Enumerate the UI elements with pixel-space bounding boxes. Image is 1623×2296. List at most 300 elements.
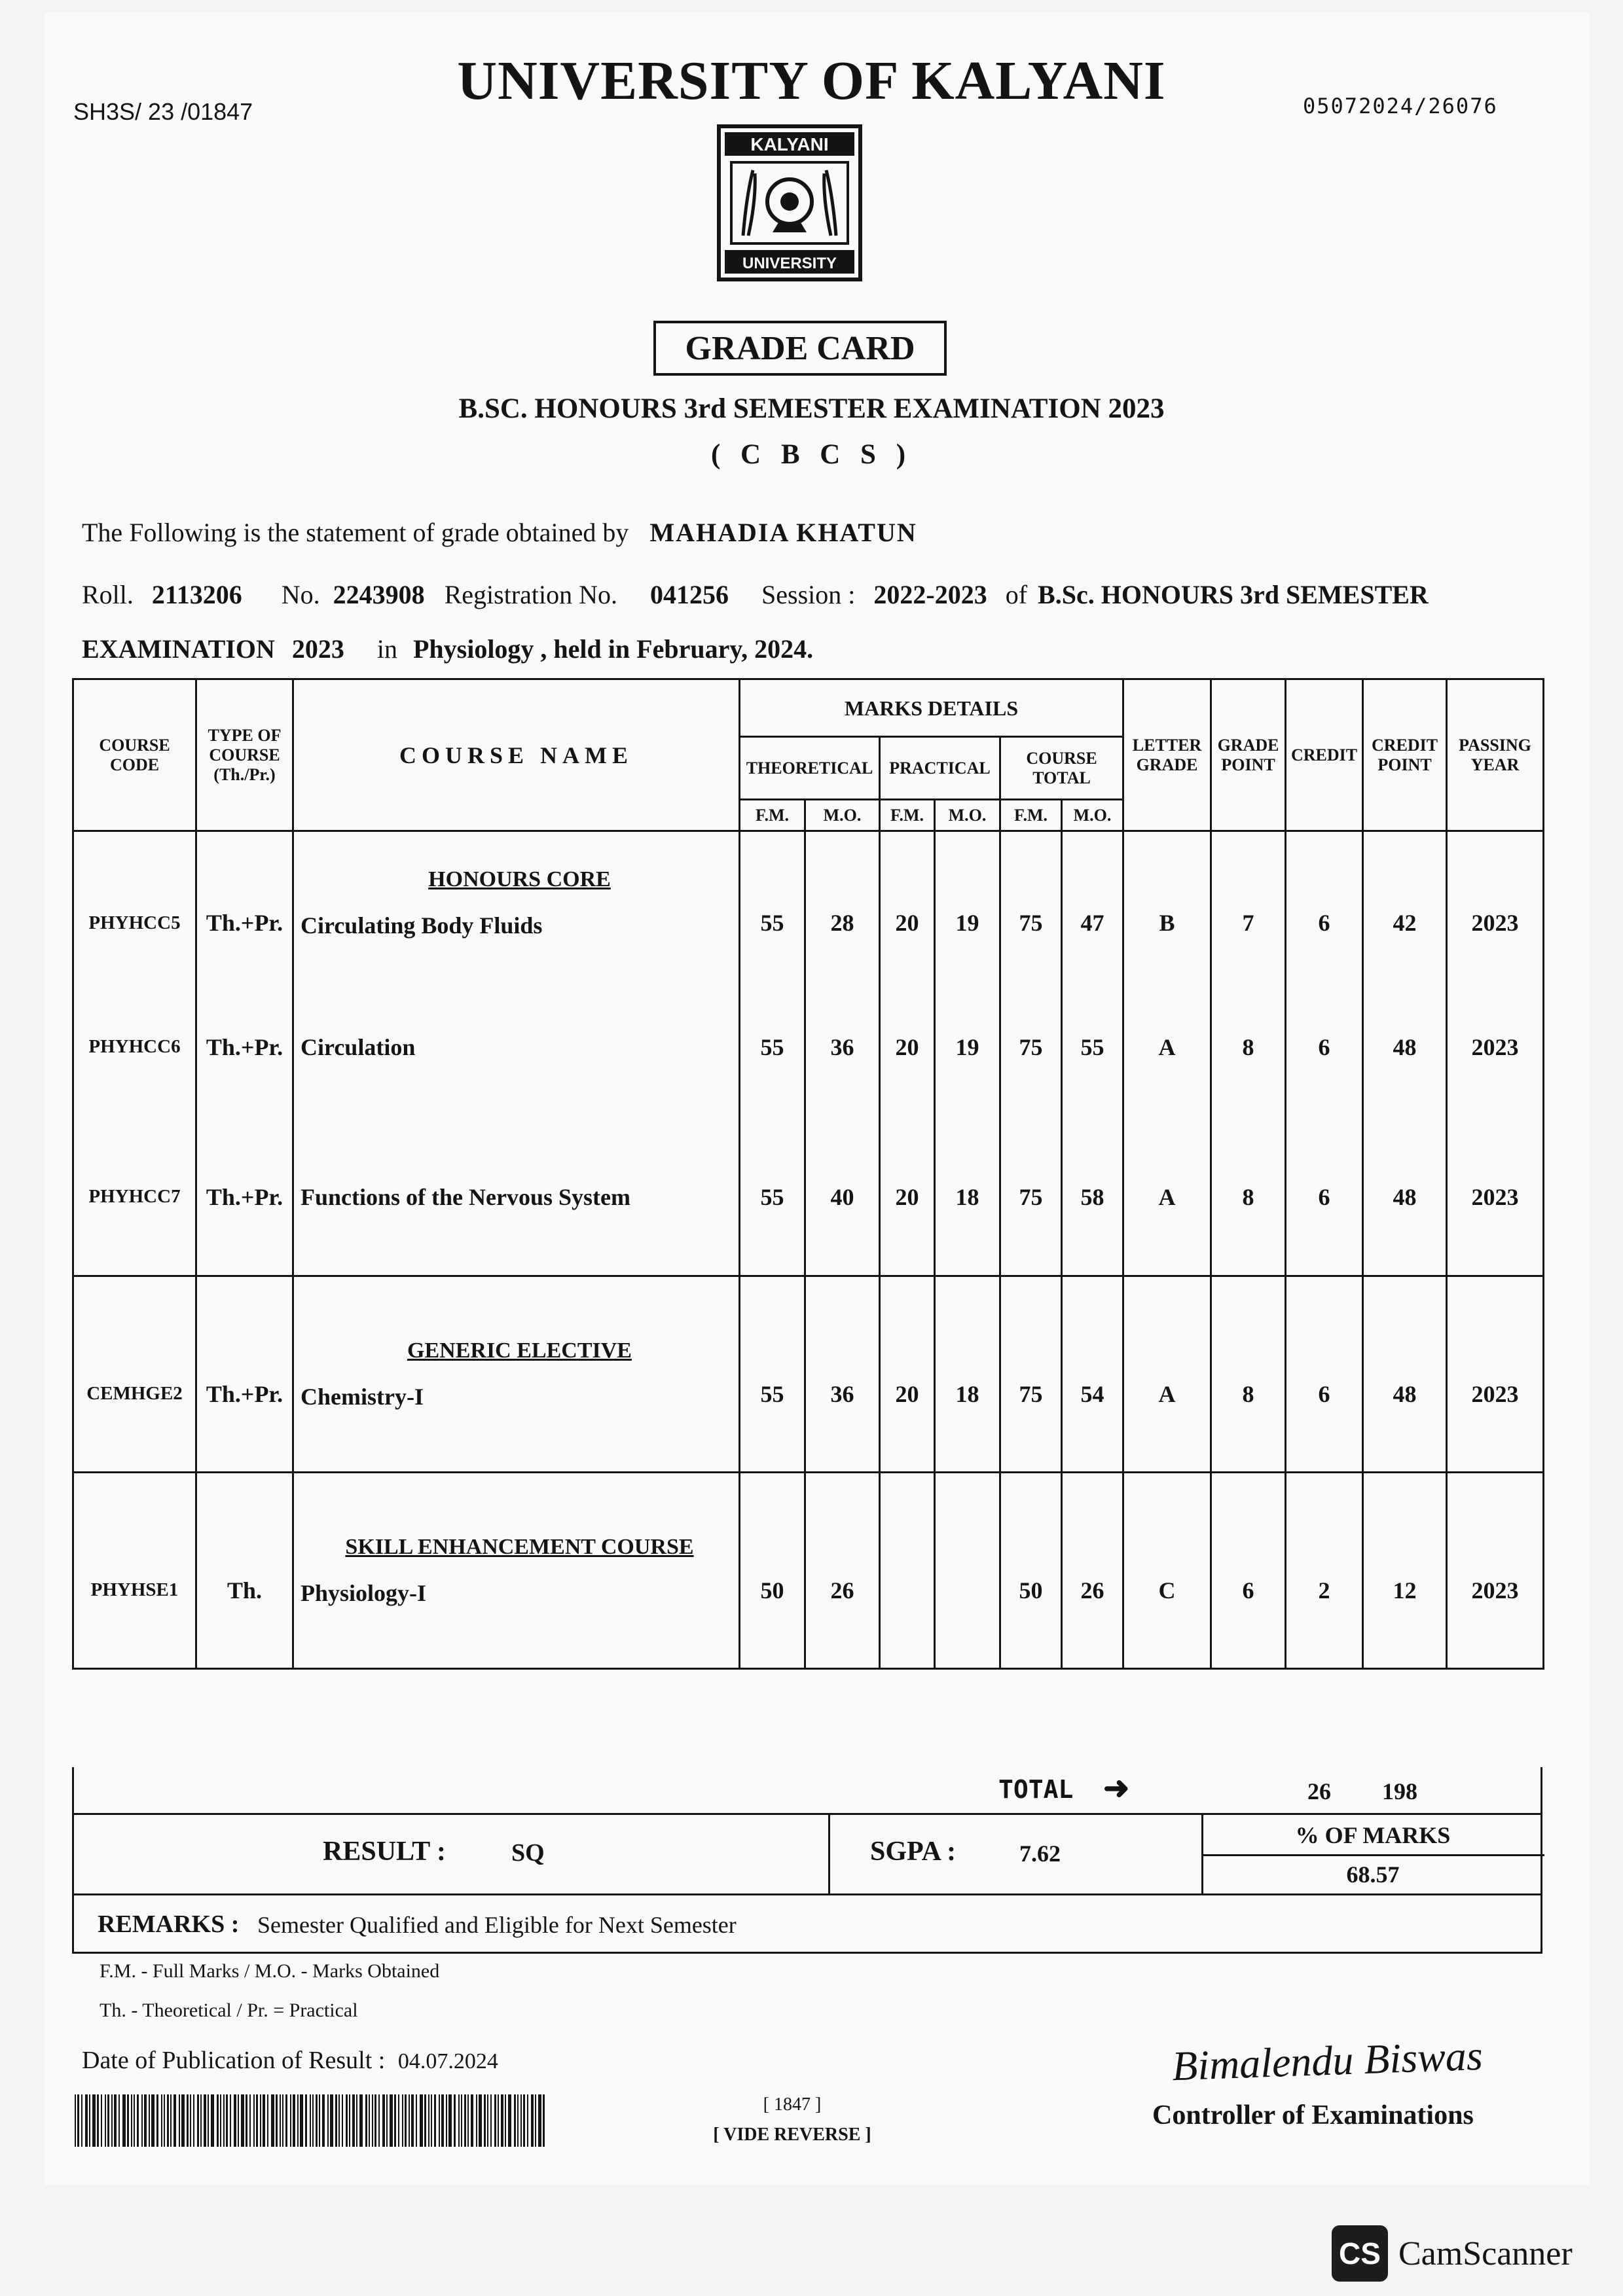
barcode-bar bbox=[300, 2094, 303, 2147]
cell-gp bbox=[1211, 831, 1286, 975]
barcode-bar bbox=[97, 2094, 99, 2147]
header-course-name: COURSE NAME bbox=[293, 679, 740, 831]
cell-gp-text: 6 bbox=[1242, 1577, 1254, 1604]
cell-th-fm-text: 50 bbox=[760, 1577, 784, 1604]
cell-tot-mo-text: 55 bbox=[1080, 1033, 1104, 1060]
barcode-bar bbox=[173, 2094, 176, 2147]
publication-date-value: 04.07.2024 bbox=[397, 2049, 498, 2073]
barcode-bar bbox=[280, 2094, 281, 2147]
barcode-bar bbox=[441, 2094, 444, 2147]
cell-th-mo-text: 40 bbox=[830, 1183, 854, 1210]
statement-line-2 bbox=[82, 579, 1429, 610]
barcode-bar bbox=[386, 2094, 388, 2147]
cell-credit bbox=[1286, 1276, 1363, 1473]
barcode-bar bbox=[514, 2094, 516, 2147]
barcode-bar bbox=[220, 2094, 221, 2147]
cell-credit-text: 6 bbox=[1318, 1380, 1330, 1407]
cell-year bbox=[1447, 1276, 1544, 1473]
header-row-1 bbox=[73, 679, 1544, 737]
reference-number-left: SH3S/ 23 /01847 bbox=[73, 98, 253, 125]
registration-label: Registration No. bbox=[444, 580, 618, 609]
barcode-bar bbox=[211, 2094, 214, 2147]
barcode-bar bbox=[458, 2094, 460, 2147]
cell-credit bbox=[1286, 831, 1363, 975]
barcode-bar bbox=[267, 2094, 268, 2147]
cell-pr-fm-text: 20 bbox=[895, 1183, 919, 1210]
course-code-cell bbox=[73, 1119, 196, 1276]
roll-number: 2113206 bbox=[151, 580, 242, 609]
barcode-bar bbox=[187, 2094, 189, 2147]
serial-number: [ 1847 ] bbox=[763, 2094, 822, 2115]
table-row bbox=[73, 1276, 1544, 1473]
statement-line-3 bbox=[82, 634, 813, 664]
barcode-bar bbox=[359, 2094, 363, 2147]
barcode-bar bbox=[464, 2094, 466, 2147]
course-code-cell bbox=[73, 831, 196, 975]
cell-year-text: 2023 bbox=[1471, 1183, 1519, 1210]
cell-credit-text: 2 bbox=[1318, 1577, 1330, 1604]
barcode-bar bbox=[527, 2094, 528, 2147]
barcode-bar bbox=[114, 2094, 117, 2147]
barcode-bar bbox=[378, 2094, 380, 2147]
session-label: Session : bbox=[761, 580, 856, 609]
barcode-bar bbox=[411, 2094, 414, 2147]
cell-tot-fm-text: 75 bbox=[1019, 1380, 1043, 1407]
barcode-bar bbox=[382, 2094, 385, 2147]
barcode-bar bbox=[409, 2094, 410, 2147]
cell-year-text: 2023 bbox=[1471, 910, 1519, 937]
barcode-bar bbox=[179, 2094, 180, 2147]
cell-tot-mo bbox=[1062, 975, 1123, 1119]
barcode-bar bbox=[230, 2094, 231, 2147]
program-name: B.Sc. HONOURS 3rd SEMESTER bbox=[1038, 580, 1429, 609]
cell-tot-fm-text: 50 bbox=[1019, 1577, 1043, 1604]
cell-pr-fm-text: 20 bbox=[895, 910, 919, 937]
course-type-cell-text: Th.+Pr. bbox=[206, 1033, 283, 1060]
summary-block bbox=[72, 1767, 1542, 1954]
course-name-cell bbox=[293, 975, 740, 1119]
barcode-bar bbox=[253, 2094, 255, 2147]
course-code-cell-text: PHYHCC6 bbox=[88, 1036, 181, 1057]
barcode-bar bbox=[167, 2094, 169, 2147]
cell-th-fm bbox=[740, 1473, 805, 1669]
barcode-bar bbox=[263, 2094, 265, 2147]
barcode-bar bbox=[156, 2094, 158, 2147]
barcode-bar bbox=[490, 2094, 492, 2147]
barcode-bar bbox=[170, 2094, 172, 2147]
barcode-bar bbox=[501, 2094, 503, 2147]
cell-grade-text: A bbox=[1158, 1033, 1176, 1060]
barcode-bar bbox=[479, 2094, 482, 2147]
section-title: GENERIC ELECTIVE bbox=[407, 1338, 632, 1363]
result-label: RESULT : bbox=[323, 1837, 446, 1867]
barcode-bar bbox=[297, 2094, 299, 2147]
roll-label: Roll. bbox=[82, 580, 134, 609]
barcode-bar bbox=[416, 2094, 417, 2147]
legend-marks: F.M. - Full Marks / M.O. - Marks Obtained bbox=[100, 1960, 440, 1982]
total-credit: 26 bbox=[1307, 1778, 1331, 1804]
header-credit-point: CREDIT POINT bbox=[1363, 679, 1447, 831]
cell-th-mo bbox=[805, 975, 880, 1119]
cell-pr-mo bbox=[935, 975, 1000, 1119]
cell-pr-mo-text: 18 bbox=[955, 1183, 979, 1210]
cell-tot-mo bbox=[1062, 1276, 1123, 1473]
cell-tot-fm-text: 75 bbox=[1019, 1033, 1043, 1060]
statement-line-1 bbox=[82, 517, 917, 548]
barcode-bar bbox=[461, 2094, 462, 2147]
course-code-cell bbox=[73, 975, 196, 1119]
barcode-bar bbox=[77, 2094, 79, 2147]
header-tot-mo: M.O. bbox=[1062, 800, 1123, 831]
cell-cp-text: 42 bbox=[1393, 910, 1417, 937]
number-value: 2243908 bbox=[333, 580, 425, 609]
course-rows bbox=[73, 831, 1544, 1669]
sgpa-value: 7.62 bbox=[1019, 1840, 1061, 1867]
barcode-bar bbox=[356, 2094, 357, 2147]
barcode-bar bbox=[467, 2094, 469, 2147]
course-code-cell-text: PHYHCC7 bbox=[88, 1186, 181, 1208]
barcode-bar bbox=[197, 2094, 199, 2147]
cell-cp-text: 48 bbox=[1393, 1380, 1417, 1407]
cell-tot-fm bbox=[1000, 1473, 1062, 1669]
barcode-bar bbox=[335, 2094, 337, 2147]
barcode-bar bbox=[487, 2094, 488, 2147]
total-arrow-icon: ➜ bbox=[1103, 1771, 1130, 1806]
barcode-bar bbox=[290, 2094, 291, 2147]
barcode-bar bbox=[85, 2094, 88, 2147]
signatory-title: Controller of Examinations bbox=[1152, 2100, 1474, 2130]
vide-reverse-note: [ VIDE REVERSE ] bbox=[713, 2125, 871, 2145]
course-name: Circulating Body Fluids bbox=[301, 912, 543, 939]
cell-year-text: 2023 bbox=[1471, 1380, 1519, 1407]
barcode-bar bbox=[260, 2094, 261, 2147]
course-type-cell-text: Th. bbox=[227, 1577, 263, 1604]
cell-th-fm bbox=[740, 1119, 805, 1276]
cell-gp bbox=[1211, 1119, 1286, 1276]
cell-credit-text: 6 bbox=[1318, 1033, 1330, 1060]
cell-pr-mo-text: 18 bbox=[955, 1380, 979, 1407]
course-type-cell bbox=[196, 831, 293, 975]
barcode-bar bbox=[471, 2094, 473, 2147]
header-credit: CREDIT bbox=[1286, 679, 1363, 831]
barcode-bar bbox=[319, 2094, 320, 2147]
camscanner-watermark: CamScanner bbox=[1398, 2235, 1573, 2272]
barcode-bar bbox=[256, 2094, 258, 2147]
publication-date-label: Date of Publication of Result : bbox=[82, 2047, 386, 2074]
barcode-bar bbox=[312, 2094, 314, 2147]
barcode-bar bbox=[338, 2094, 340, 2147]
percent-label: % OF MARKS bbox=[1295, 1822, 1451, 1848]
barcode-bar bbox=[448, 2094, 452, 2147]
barcode-bar bbox=[127, 2094, 129, 2147]
cell-cp bbox=[1363, 831, 1447, 975]
cell-tot-mo bbox=[1062, 831, 1123, 975]
barcode-bar bbox=[285, 2094, 287, 2147]
logo-text-bottom: UNIVERSITY bbox=[742, 255, 837, 272]
course-code-cell bbox=[73, 1473, 196, 1669]
cell-cp bbox=[1363, 1473, 1447, 1669]
cell-tot-fm bbox=[1000, 1119, 1062, 1276]
cell-tot-mo-text: 47 bbox=[1080, 910, 1104, 937]
course-code-cell-text: PHYHSE1 bbox=[90, 1579, 179, 1600]
course-type-cell bbox=[196, 1119, 293, 1276]
barcode-bar bbox=[372, 2094, 373, 2147]
barcode bbox=[72, 2094, 550, 2147]
barcode-bar bbox=[131, 2094, 132, 2147]
barcode-bar bbox=[310, 2094, 311, 2147]
course-code-cell-text: PHYHCC5 bbox=[88, 912, 181, 933]
barcode-bar bbox=[204, 2094, 206, 2147]
table-row bbox=[73, 1473, 1544, 1669]
barcode-bar bbox=[149, 2094, 150, 2147]
header-letter-grade: LETTER GRADE bbox=[1123, 679, 1211, 831]
barcode-bar bbox=[505, 2094, 506, 2147]
barcode-bar bbox=[420, 2094, 423, 2147]
cell-th-mo-text: 26 bbox=[830, 1577, 854, 1604]
cell-grade bbox=[1123, 975, 1211, 1119]
barcode-bar bbox=[434, 2094, 436, 2147]
result-value: SQ bbox=[511, 1839, 545, 1867]
marks-table bbox=[72, 678, 1544, 1670]
cell-gp-text: 8 bbox=[1242, 1183, 1254, 1210]
barcode-bar bbox=[369, 2094, 370, 2147]
barcode-bar bbox=[439, 2094, 440, 2147]
cell-tot-mo bbox=[1062, 1473, 1123, 1669]
barcode-bar bbox=[402, 2094, 403, 2147]
header-course-total: COURSE TOTAL bbox=[1000, 737, 1123, 800]
barcode-bar bbox=[538, 2094, 541, 2147]
cell-cp bbox=[1363, 975, 1447, 1119]
subject-held: Physiology , held in February, 2024. bbox=[412, 634, 814, 664]
barcode-bar bbox=[398, 2094, 399, 2147]
header-marks-details: MARKS DETAILS bbox=[740, 679, 1123, 737]
cell-year bbox=[1447, 1119, 1544, 1276]
course-name-cell bbox=[293, 1119, 740, 1276]
cell-gp-text: 8 bbox=[1242, 1380, 1254, 1407]
header-th-mo: M.O. bbox=[805, 800, 880, 831]
signature: Bimalendu Biswas bbox=[1171, 2032, 1484, 2090]
barcode-bar bbox=[405, 2094, 407, 2147]
barcode-bar bbox=[181, 2094, 185, 2147]
cell-th-mo bbox=[805, 831, 880, 975]
result-divider-1 bbox=[828, 1815, 830, 1893]
cell-pr-fm bbox=[880, 1473, 935, 1669]
cell-cp bbox=[1363, 1276, 1447, 1473]
cell-credit bbox=[1286, 1119, 1363, 1276]
cell-th-fm bbox=[740, 831, 805, 975]
section-title: HONOURS CORE bbox=[428, 867, 611, 892]
course-type-cell bbox=[196, 975, 293, 1119]
barcode-bar bbox=[119, 2094, 120, 2147]
barcode-bar bbox=[498, 2094, 499, 2147]
barcode-bar bbox=[531, 2094, 534, 2147]
cell-cp-text: 48 bbox=[1393, 1033, 1417, 1060]
course-type-cell-text: Th.+Pr. bbox=[206, 1380, 283, 1407]
logo-text-top: KALYANI bbox=[750, 134, 829, 154]
barcode-bar bbox=[111, 2094, 113, 2147]
cell-credit bbox=[1286, 975, 1363, 1119]
cell-th-fm bbox=[740, 975, 805, 1119]
cell-pr-mo bbox=[935, 1473, 1000, 1669]
grade-card-title: GRADE CARD bbox=[653, 321, 947, 376]
barcode-bar bbox=[217, 2094, 219, 2147]
barcode-bar bbox=[494, 2094, 496, 2147]
examination-word: EXAMINATION bbox=[82, 634, 275, 664]
cell-grade-text: B bbox=[1159, 910, 1175, 937]
in-label: in bbox=[376, 634, 397, 664]
cell-credit-text: 6 bbox=[1318, 1183, 1330, 1210]
barcode-bar bbox=[346, 2094, 348, 2147]
cell-grade-text: C bbox=[1158, 1577, 1176, 1604]
cell-credit-text: 6 bbox=[1318, 910, 1330, 937]
course-name-cell bbox=[293, 831, 740, 975]
course-name: Physiology-I bbox=[301, 1579, 427, 1606]
barcode-bar bbox=[246, 2094, 247, 2147]
cell-tot-fm-text: 75 bbox=[1019, 910, 1043, 937]
session-value: 2022-2023 bbox=[873, 580, 987, 609]
university-logo bbox=[717, 124, 862, 281]
barcode-bar bbox=[200, 2094, 202, 2147]
of-label: of bbox=[1005, 580, 1028, 609]
publication-date bbox=[82, 2046, 498, 2075]
barcode-bar bbox=[543, 2094, 545, 2147]
course-name: Circulation bbox=[301, 1033, 416, 1060]
barcode-bar bbox=[105, 2094, 106, 2147]
barcode-bar bbox=[164, 2094, 165, 2147]
cell-cp-text: 12 bbox=[1393, 1577, 1417, 1604]
cell-pr-fm-text: 20 bbox=[895, 1380, 919, 1407]
barcode-bar bbox=[193, 2094, 194, 2147]
cell-grade bbox=[1123, 1119, 1211, 1276]
cell-th-mo-text: 36 bbox=[830, 1033, 854, 1060]
header-th-fm: F.M. bbox=[740, 800, 805, 831]
barcode-bar bbox=[161, 2094, 162, 2147]
cell-th-fm-text: 55 bbox=[760, 1183, 784, 1210]
cell-gp-text: 7 bbox=[1242, 910, 1254, 937]
barcode-bar bbox=[89, 2094, 90, 2147]
barcode-bar bbox=[208, 2094, 209, 2147]
cell-pr-mo bbox=[935, 1276, 1000, 1473]
barcode-bar bbox=[137, 2094, 139, 2147]
header-passing-year: PASSING YEAR bbox=[1447, 679, 1544, 831]
statement-intro: The Following is the statement of grade obtained by bbox=[82, 518, 629, 547]
barcode-bar bbox=[523, 2094, 525, 2147]
cell-tot-mo-text: 26 bbox=[1080, 1577, 1104, 1604]
cell-th-fm-text: 55 bbox=[760, 1380, 784, 1407]
student-name: MAHADIA KHATUN bbox=[649, 518, 917, 547]
registration-number: 041256 bbox=[650, 580, 729, 609]
barcode-bar bbox=[226, 2094, 228, 2147]
header-practical: PRACTICAL bbox=[880, 737, 1000, 800]
percent-divider bbox=[1201, 1854, 1544, 1856]
barcode-bar bbox=[342, 2094, 343, 2147]
cell-th-fm-text: 55 bbox=[760, 1033, 784, 1060]
cell-cp bbox=[1363, 1119, 1447, 1276]
course-name-cell bbox=[293, 1276, 740, 1473]
barcode-bar bbox=[374, 2094, 376, 2147]
barcode-bar bbox=[535, 2094, 536, 2147]
cell-tot-fm-text: 75 bbox=[1019, 1183, 1043, 1210]
section-title: SKILL ENHANCEMENT COURSE bbox=[345, 1534, 694, 1559]
no-label: No. bbox=[281, 580, 320, 609]
header-pr-fm: F.M. bbox=[880, 800, 935, 831]
barcode-bar bbox=[322, 2094, 325, 2147]
barcode-bar bbox=[276, 2094, 278, 2147]
cell-pr-fm bbox=[880, 831, 935, 975]
header-tot-fm: F.M. bbox=[1000, 800, 1062, 831]
table-row bbox=[73, 1119, 1544, 1276]
course-code-cell-text: CEMHGE2 bbox=[86, 1383, 183, 1404]
cell-pr-fm bbox=[880, 975, 935, 1119]
cell-tot-fm bbox=[1000, 1276, 1062, 1473]
barcode-bar bbox=[305, 2094, 307, 2147]
barcode-bar bbox=[141, 2094, 143, 2147]
barcode-bar bbox=[484, 2094, 486, 2147]
course-name: Chemistry-I bbox=[301, 1383, 424, 1410]
cell-year bbox=[1447, 1473, 1544, 1669]
table-row bbox=[73, 975, 1544, 1119]
cell-year-text: 2023 bbox=[1471, 1577, 1519, 1604]
cell-grade bbox=[1123, 1276, 1211, 1473]
cell-pr-fm-text: 20 bbox=[895, 1033, 919, 1060]
cell-gp bbox=[1211, 1276, 1286, 1473]
cell-pr-mo-text: 19 bbox=[955, 910, 979, 937]
barcode-bar bbox=[349, 2094, 350, 2147]
barcode-bar bbox=[352, 2094, 355, 2147]
header-grade-point: GRADE POINT bbox=[1211, 679, 1286, 831]
total-credit-point: 198 bbox=[1382, 1778, 1417, 1804]
barcode-bar bbox=[330, 2094, 333, 2147]
camscanner-badge: CS bbox=[1332, 2225, 1388, 2282]
total-label: TOTAL bbox=[998, 1775, 1074, 1804]
header-course-code: COURSE CODE bbox=[73, 679, 196, 831]
course-type-cell bbox=[196, 1473, 293, 1669]
cell-pr-fm bbox=[880, 1119, 935, 1276]
cell-th-mo bbox=[805, 1473, 880, 1669]
barcode-bar bbox=[234, 2094, 236, 2147]
cell-th-mo-text: 36 bbox=[830, 1380, 854, 1407]
percent-value: 68.57 bbox=[1346, 1861, 1400, 1888]
cell-year-text: 2023 bbox=[1471, 1033, 1519, 1060]
barcode-bar bbox=[107, 2094, 109, 2147]
cell-tot-mo bbox=[1062, 1119, 1123, 1276]
barcode-bar bbox=[424, 2094, 426, 2147]
barcode-bar bbox=[390, 2094, 393, 2147]
barcode-bar bbox=[517, 2094, 519, 2147]
barcode-bar bbox=[446, 2094, 447, 2147]
course-name-cell bbox=[293, 1473, 740, 1669]
barcode-bar bbox=[81, 2094, 82, 2147]
cell-th-mo bbox=[805, 1276, 880, 1473]
barcode-bar bbox=[134, 2094, 135, 2147]
barcode-bar bbox=[454, 2094, 456, 2147]
barcode-bar bbox=[271, 2094, 274, 2147]
result-row bbox=[72, 1815, 1542, 1895]
course-type-cell-text: Th.+Pr. bbox=[206, 1183, 283, 1210]
university-title: UNIVERSITY OF KALYANI bbox=[457, 50, 1166, 111]
cell-tot-fm bbox=[1000, 831, 1062, 975]
barcode-bar bbox=[101, 2094, 102, 2147]
header-pr-mo: M.O. bbox=[935, 800, 1000, 831]
cell-th-mo bbox=[805, 1119, 880, 1276]
totals-row bbox=[72, 1767, 1542, 1815]
cell-tot-fm bbox=[1000, 975, 1062, 1119]
cell-pr-fm bbox=[880, 1276, 935, 1473]
cell-pr-mo bbox=[935, 831, 1000, 975]
barcode-bar bbox=[365, 2094, 367, 2147]
exam-title: B.SC. HONOURS 3rd SEMESTER EXAMINATION 2023 bbox=[458, 393, 1165, 424]
cell-pr-mo bbox=[935, 1119, 1000, 1276]
